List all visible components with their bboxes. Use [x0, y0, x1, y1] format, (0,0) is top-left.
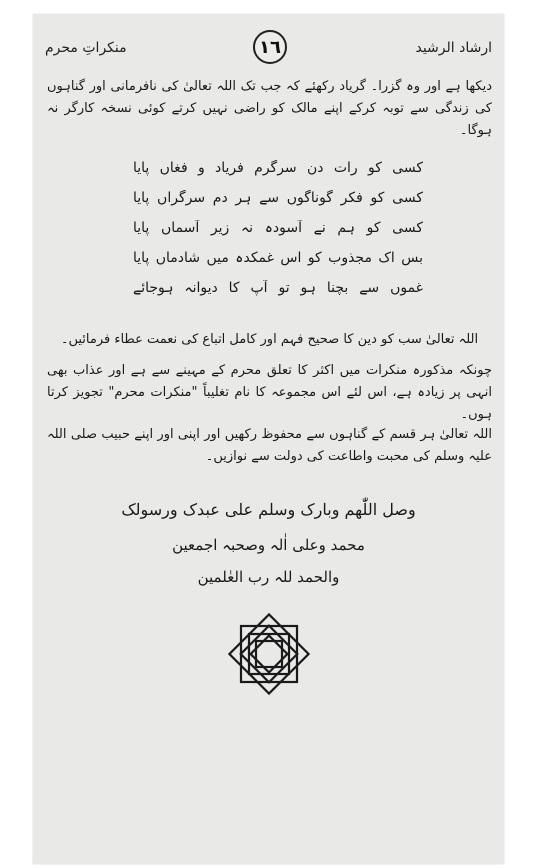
book-title: ارشاد الرشید: [415, 40, 492, 56]
geometric-star-ornament-icon: [219, 604, 319, 704]
section-title: منکراتِ محرم: [45, 40, 127, 56]
paragraph-opening: دیکھا ہے اور وہ گزرا۔ گریاد رکھئے کہ جب تک اللہ تعالیٰ کی نافرمانی اور گناہوں کی زندگی سے توبہ کرکے اپنے مالک کو راضی نہیں کرتے کوئی نسخہ کارگر نہ ہوگا۔: [47, 79, 492, 138]
poem-block: [133, 160, 423, 310]
paragraph-final-dua: اللہ تعالیٰ ہر قسم کے گناہوں سے محفوظ رکھیں اور اپنی اور اپنے حبیب صلی اللہ علیہ وسلم کی محبت واطاعت کی دولت سے نوازیں۔: [47, 427, 492, 464]
closing-salutation-3: والحمد للہ رب العٰلمین: [197, 568, 340, 586]
page-number-badge: ١٦: [253, 30, 287, 64]
poem-line-2: کسی کو فکر گوناگوں سے ہر دم سرگراں پایا: [133, 190, 423, 206]
closing-salutation-1: وصل اللّٰھم وبارک وسلم علی عبدک ورسولک: [121, 500, 416, 519]
poem-line-5: غموں سے بچنا ہو تو آپ کا دیوانہ ہوجائے: [133, 280, 423, 296]
paragraph-dua: اللہ تعالیٰ سب کو دین کا صحیح فہم اور کامل اتباع کی نعمت عطاء فرمائیں۔: [60, 332, 479, 347]
book-page: [33, 14, 504, 864]
poem-line-3: کسی کو ہم نے آسودہ نہ زیر آسماں پایا: [133, 220, 423, 236]
closing-salutation-2: محمد وعلی اٰلہ وصحبہ اجمعین: [172, 536, 365, 554]
paragraph-title-reason: چونکہ مذکورہ منکرات میں اکثر کا تعلق محرم کے مہینے سے ہے اور عذاب بھی انہی پر زیادہ ہے، اس لئے اس مجموعہ کا نام تغلیباً "منکرات محرم" تجویز کرتا ہوں۔: [47, 363, 492, 422]
page-header: [33, 30, 504, 70]
poem-line-1: کسی کو رات دن سرگرم فریاد و فغاں پایا: [133, 160, 423, 176]
poem-line-4: بس اک مجذوب کو اس غمکدہ میں شادماں پایا: [133, 250, 423, 266]
